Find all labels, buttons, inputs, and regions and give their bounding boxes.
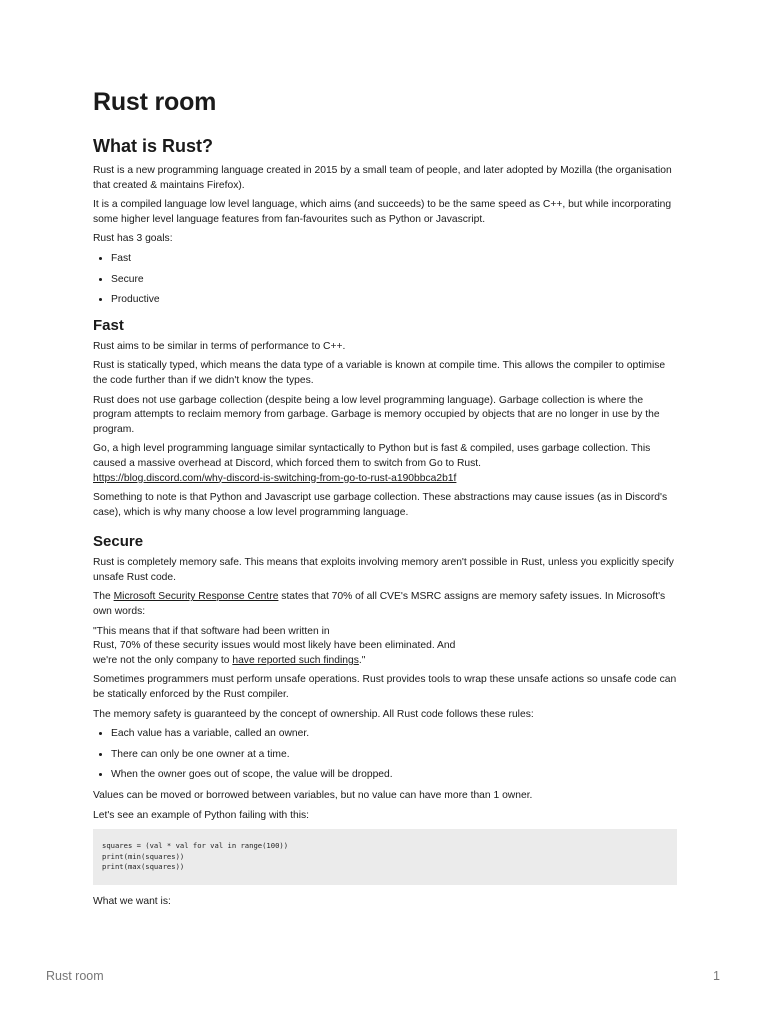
secure-paragraph-4: The memory safety is guaranteed by the concept of ownership. All Rust code follows these rules: [93, 708, 534, 720]
fast-paragraph-1: Rust aims to be similar in terms of performance to C++. [93, 340, 346, 352]
secure-paragraph-2-pre: The [93, 591, 114, 603]
fast-paragraph-2: Rust is statically typed, which means the data type of a variable is known at compile time. This allows the compiler to optimise the code further than if we didn't know the types. [93, 360, 666, 386]
fast-paragraph-3: Rust does not use garbage collection (despite being a low level programming language). Garbage collection is where the program attempts to reclaim memory from garbage. Garbage is memory occupied by objects that are no longer in use by the program. [93, 394, 660, 435]
reported-findings-link[interactable]: have reported such findings [232, 654, 359, 666]
fast-paragraph-5: Something to note is that Python and Javascript use garbage collection. These abstractions may cause issues (as in Discord's case), which is why many choose a low level programming language. [93, 492, 668, 518]
quote-line-3-pre: we're not the only company to [93, 654, 233, 666]
msrc-link[interactable]: Microsoft Security Response Centre [113, 591, 279, 603]
list-item: • Secure [111, 273, 677, 288]
heading-secure: Secure [93, 533, 144, 551]
quote-line-3 [93, 654, 677, 669]
intro-paragraph-1: Rust is a new programming language created in 2015 by a small team of people, and later adopted by Mozilla (the organisation that created & maintains Firefox). [93, 165, 672, 191]
list-item: • When the owner goes out of scope, the value will be dropped. [111, 768, 677, 783]
ownership-rules-list [93, 727, 677, 783]
microsoft-quote [93, 625, 677, 669]
code-line: squares = (val * val for val in range(100)) [102, 841, 289, 851]
secure-paragraph-2 [93, 590, 677, 619]
secure-paragraph-3: Sometimes programmers must perform unsafe operations. Rust provides tools to wrap these unsafe actions so unsafe code can be statically enforced by the Rust compiler. [93, 674, 677, 701]
quote-line-3-post: ." [358, 654, 366, 666]
list-item: • Productive [111, 293, 677, 308]
fast-paragraph-4-text: Go, a high level programming language similar syntactically to Python but is fast & compiled, uses garbage collection. This caused a massive overhead at Discord, which forced them to switch from Go to Rust. [93, 443, 651, 469]
quote-line-1: "This means that if that software had been written in [93, 625, 330, 637]
list-item: • Each value has a variable, called an owner. [111, 727, 677, 742]
heading-what-is-rust: What is Rust? [93, 136, 213, 156]
fast-paragraph-4 [93, 442, 677, 486]
footer-title: Rust room [46, 969, 104, 983]
intro-paragraph-3: Rust has 3 goals: [93, 233, 173, 245]
code-line: print(min(squares)) [102, 851, 185, 861]
code-line: print(max(squares)) [102, 862, 185, 872]
heading-fast: Fast [93, 316, 124, 334]
code-block [93, 829, 677, 885]
document-page [93, 86, 677, 914]
page-title: Rust room [93, 88, 217, 116]
list-item: • Fast [111, 252, 677, 267]
secure-paragraph-1: Rust is completely memory safe. This means that exploits involving memory aren't possible in Rust, unless you explicitly specify unsafe Rust code. [93, 557, 674, 583]
secure-paragraph-6: Let's see an example of Python failing with this: [93, 809, 310, 821]
secure-paragraph-7: What we want is: [93, 895, 171, 907]
secure-paragraph-5: Values can be moved or borrowed between variables, but no value can have more than 1 owner. [93, 790, 533, 801]
goals-list [93, 252, 677, 308]
secure-paragraph-2-post: states that 70% of all CVE's MSRC assigns are memory safety issues. In Microsoft's own words: [93, 591, 666, 618]
footer-page-number: 1 [713, 969, 720, 983]
quote-line-2: Rust, 70% of these security issues would most likely have been eliminated. And [93, 640, 456, 652]
list-item: • There can only be one owner at a time. [111, 748, 677, 763]
intro-paragraph-2: It is a compiled language low level language, which aims (and succeeds) to be the same speed as C++, but while incorporating some higher level language features from fan-favourites such as Python or Javascript. [93, 199, 672, 225]
discord-blog-link[interactable]: https://blog.discord.com/why-discord-is-switching-from-go-to-rust-a190bbca2b1f [93, 472, 457, 484]
